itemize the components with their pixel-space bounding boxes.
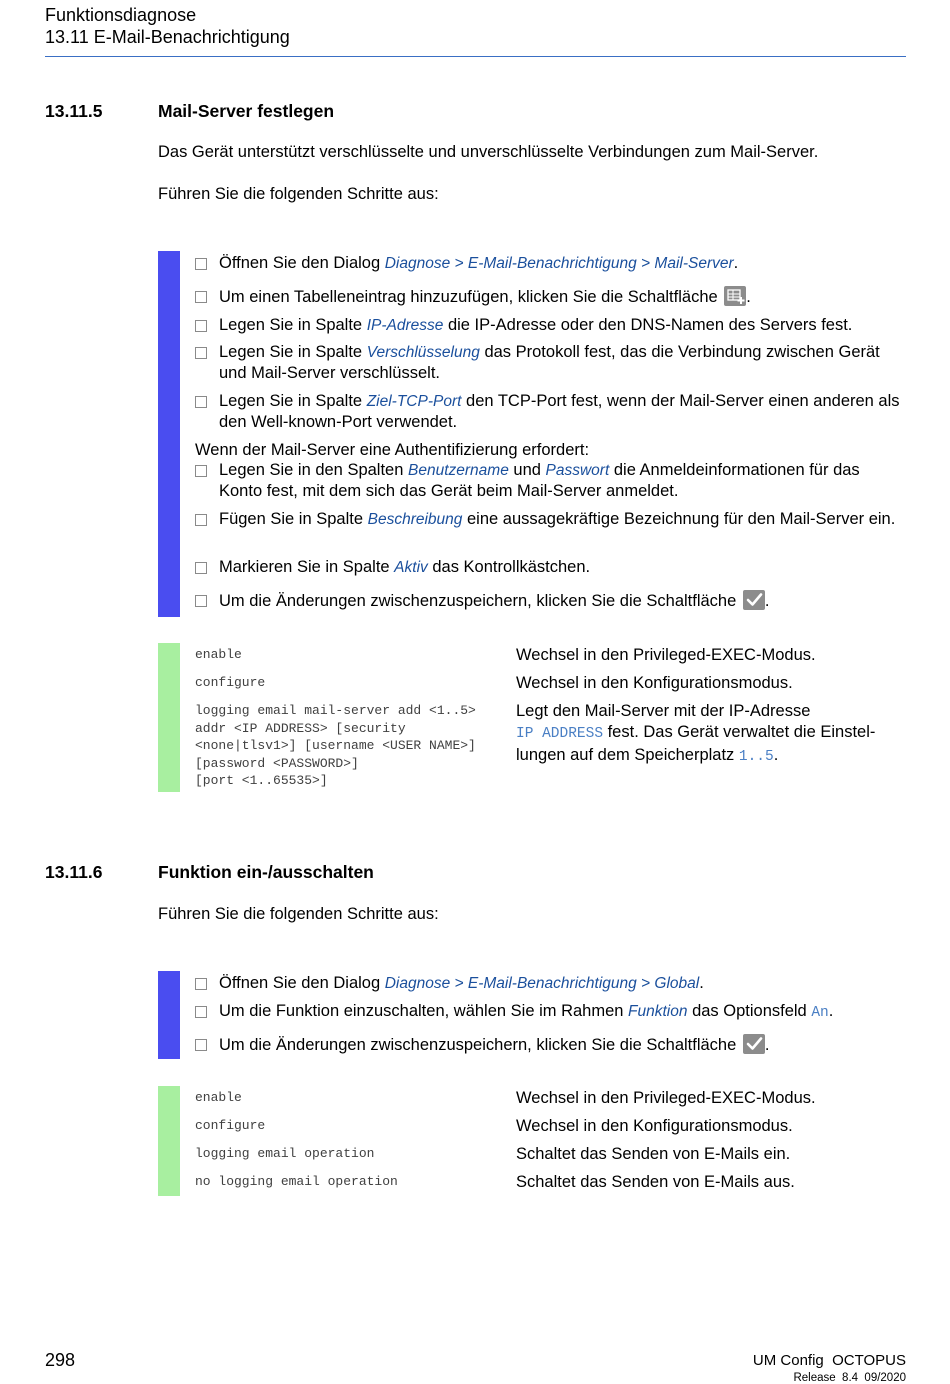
step-item: Um die Funktion einzuschalten, wählen Sie im Rahmen Funktion das Optionsfeld An.: [195, 1001, 907, 1024]
step-checkbox-icon: [195, 595, 207, 607]
cli-command: no logging email operation: [195, 1174, 398, 1189]
header-chapter: Funktionsdiagnose: [45, 5, 197, 25]
step-item: Um die Änderungen zwischenzuspeichern, klicken Sie die Schaltfläche .: [195, 590, 907, 612]
step-item: Legen Sie in den Spalten Benutzername und Passwort die Anmeldeinformationen für das Konto fest, mit dem sich das Gerät beim Mail-Server anmeldet.: [195, 460, 907, 502]
header-rule: [45, 56, 906, 57]
steps-bar: [158, 971, 180, 1059]
add-table-entry-icon[interactable]: [724, 286, 746, 306]
cli-description: Schaltet das Senden von E-Mails ein.: [516, 1145, 791, 1163]
step-checkbox-icon: [195, 1006, 207, 1018]
step-checkbox-icon: [195, 562, 207, 574]
step-checkbox-icon: [195, 347, 207, 359]
cli-description: Legt den Mail-Server mit der IP-Adresse IP ADDRESS fest. Das Gerät verwaltet die Einstel-lungen auf dem Speicherplatz 1..5.: [516, 702, 876, 765]
step-checkbox-icon: [195, 396, 207, 408]
section-intro: Das Gerät unterstützt verschlüsselte und unverschlüsselte Verbindungen zum Mail-Server.: [158, 143, 819, 161]
cli-description: Wechsel in den Privileged-EXEC-Modus.: [516, 1089, 816, 1107]
section-number: 13.11.6: [45, 862, 103, 882]
dialog-path: Diagnose > E-Mail-Benachrichtigung > Global: [384, 975, 700, 992]
step-item: Legen Sie in Spalte IP-Adresse die IP-Adresse oder den DNS-Namen des Servers fest.: [195, 315, 907, 336]
step-checkbox-icon: [195, 514, 207, 526]
section-title: Funktion ein-/ausschalten: [158, 862, 374, 882]
cli-description: Wechsel in den Konfigurationsmodus.: [516, 1117, 793, 1135]
page-number: 298: [45, 1350, 76, 1370]
release-info: Release 8.4 09/2020: [793, 1372, 906, 1384]
step-item: Um einen Tabelleneintrag hinzuzufügen, klicken Sie die Schaltfläche .: [195, 286, 907, 308]
steps-bar: [158, 251, 180, 617]
step-checkbox-icon: [195, 465, 207, 477]
cli-command: enable: [195, 1090, 242, 1105]
dialog-path: Diagnose > E-Mail-Benachrichtigung > Mail-Server: [384, 255, 734, 272]
step-item: Öffnen Sie den Dialog Diagnose > E-Mail-Benachrichtigung > Global.: [195, 973, 907, 994]
cli-command: configure: [195, 1118, 266, 1133]
step-item: Legen Sie in Spalte Ziel-TCP-Port den TCP-Port fest, wenn der Mail-Server einen anderen als den Well-known-Port verwendet.: [195, 391, 907, 433]
save-checkmark-icon[interactable]: [743, 1034, 765, 1054]
header-section: 13.11 E-Mail-Benachrichtigung: [45, 27, 290, 47]
step-checkbox-icon: [195, 291, 207, 303]
step-checkbox-icon: [195, 1039, 207, 1051]
cli-command: logging email mail-server add <1..5> addr <IP ADDRESS> [security <none|tlsv1>] [username <USER NAME>] [password <PASSWORD>] [port <1..65535>]: [195, 703, 476, 788]
step-item: Um die Änderungen zwischenzuspeichern, klicken Sie die Schaltfläche .: [195, 1034, 907, 1056]
step-checkbox-icon: [195, 258, 207, 270]
step-item: Fügen Sie in Spalte Beschreibung eine aussagekräftige Bezeichnung für den Mail-Server ein.: [195, 509, 907, 530]
cli-description: Wechsel in den Privileged-EXEC-Modus.: [516, 646, 816, 664]
steps-intro: Führen Sie die folgenden Schritte aus:: [158, 185, 439, 203]
cli-command: configure: [195, 675, 266, 690]
cli-command: enable: [195, 647, 242, 662]
step-item: Öffnen Sie den Dialog Diagnose > E-Mail-Benachrichtigung > Mail-Server.: [195, 253, 907, 274]
step-item: Legen Sie in Spalte Verschlüsselung das Protokoll fest, das die Verbindung zwischen Gerät und Mail-Server verschlüsselt.: [195, 342, 907, 384]
cli-description: Schaltet das Senden von E-Mails aus.: [516, 1173, 795, 1191]
cli-command: logging email operation: [195, 1146, 375, 1161]
document-title: UM Config OCTOPUS: [752, 1352, 906, 1369]
section-number: 13.11.5: [45, 101, 103, 121]
save-checkmark-icon[interactable]: [743, 590, 765, 610]
section-title: Mail-Server festlegen: [158, 101, 335, 121]
auth-note: Wenn der Mail-Server eine Authentifizierung erfordert:: [195, 441, 590, 459]
cli-bar: [158, 643, 180, 792]
cli-bar: [158, 1086, 180, 1196]
cli-description: Wechsel in den Konfigurationsmodus.: [516, 674, 793, 692]
step-item: Markieren Sie in Spalte Aktiv das Kontrollkästchen.: [195, 557, 907, 578]
step-checkbox-icon: [195, 978, 207, 990]
steps-intro: Führen Sie die folgenden Schritte aus:: [158, 905, 439, 923]
step-checkbox-icon: [195, 320, 207, 332]
